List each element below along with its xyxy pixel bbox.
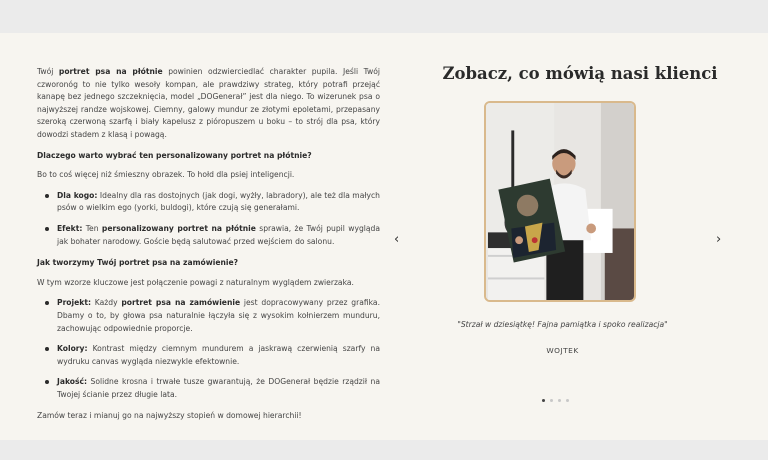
heading-how: Jak tworzymy Twój portret psa na zamówienie? [37,258,239,268]
carousel-dot[interactable] [566,399,569,402]
carousel-dot[interactable] [558,399,561,402]
carousel-dot[interactable] [550,399,553,402]
list-why [37,190,380,248]
bullet-icon [45,347,49,351]
testimonial-quote: "Strzał w dziesiątkę! Fajna pamiątka i spoko realizacja" [457,320,668,329]
customer-photo-illustration [486,103,634,300]
testimonials-title: Zobacz, co mówią nasi klienci [442,64,718,83]
testimonial-author: WOJTEK [546,346,579,355]
paragraph-how: W tym wzorze kluczowe jest połączenie powagi z naturalnym wyglądem zwierzaka. [37,277,354,287]
bottom-band [0,440,768,460]
testimonial-photo [484,101,636,302]
carousel-dot[interactable] [542,399,545,402]
carousel-next-button[interactable]: › [716,232,722,247]
list-item: Jakość: Solidne krosna i trwałe tusze gwarantują, że DOGenerał będzie rządził na Twojej ścianie przez długie lata. [37,376,380,401]
top-band [0,0,768,33]
bullet-icon [45,380,49,384]
intro-paragraph: Twój portret psa na płótnie powinien odzwierciedlać charakter pupila. Jeśli Twój czworonóg to nie tylko wesoły kompan, ale prawdziwy strateg, który potrafi przejąć kanapę bez jednego szczeknięcia, model „DOGenerał” jest dla niego. To wizerunek psa o najwyższej randze wojskowej. Ciemny, galowy mundur ze złotymi epoletami, przepasany szeroką czerwoną szarfą i biały kapelusz z pióropuszem u boku – to strój dla psa, który dowodzi stadem z klasą i powagą. [37,67,380,139]
carousel-prev-button[interactable]: ‹ [394,232,400,247]
list-item: Efekt: Ten personalizowany portret na płótnie sprawia, że Twój pupil wygląda jak bohater narodowy. Goście będą salutować przed wejściem do salonu. [37,223,380,248]
list-item: Projekt: Każdy portret psa na zamówienie jest dopracowywany przez grafika. Dbamy o to, by głowa psa naturalnie łączyła się z wysokim kołnierzem munduru, zachowując odpowiednie proporcje. [37,297,380,335]
list-item: Kolory: Kontrast między ciemnym mundurem a jaskrawą czerwienią szarfy na wydruku canvas wygląda niezwykle efektownie. [37,343,380,368]
bullet-icon [45,227,49,231]
carousel-pagination [542,399,569,402]
heading-why: Dlaczego warto wybrać ten personalizowany portret na płótnie? [37,150,312,160]
list-item: Dla kogo: Idealny dla ras dostojnych (jak dogi, wyżły, labradory), ale też dla małych psów o wielkim ego (yorki, buldogi), które czują się generałami. [37,190,380,215]
list-how [37,297,380,401]
product-description [37,66,380,431]
bullet-icon [45,301,49,305]
paragraph-why: Bo to coś więcej niż śmieszny obrazek. To hołd dla psiej inteligencji. [37,170,295,180]
closing-paragraph: Zamów teraz i mianuj go na najwyższy stopień w domowej hierarchii! [37,411,302,421]
bullet-icon [45,194,49,198]
